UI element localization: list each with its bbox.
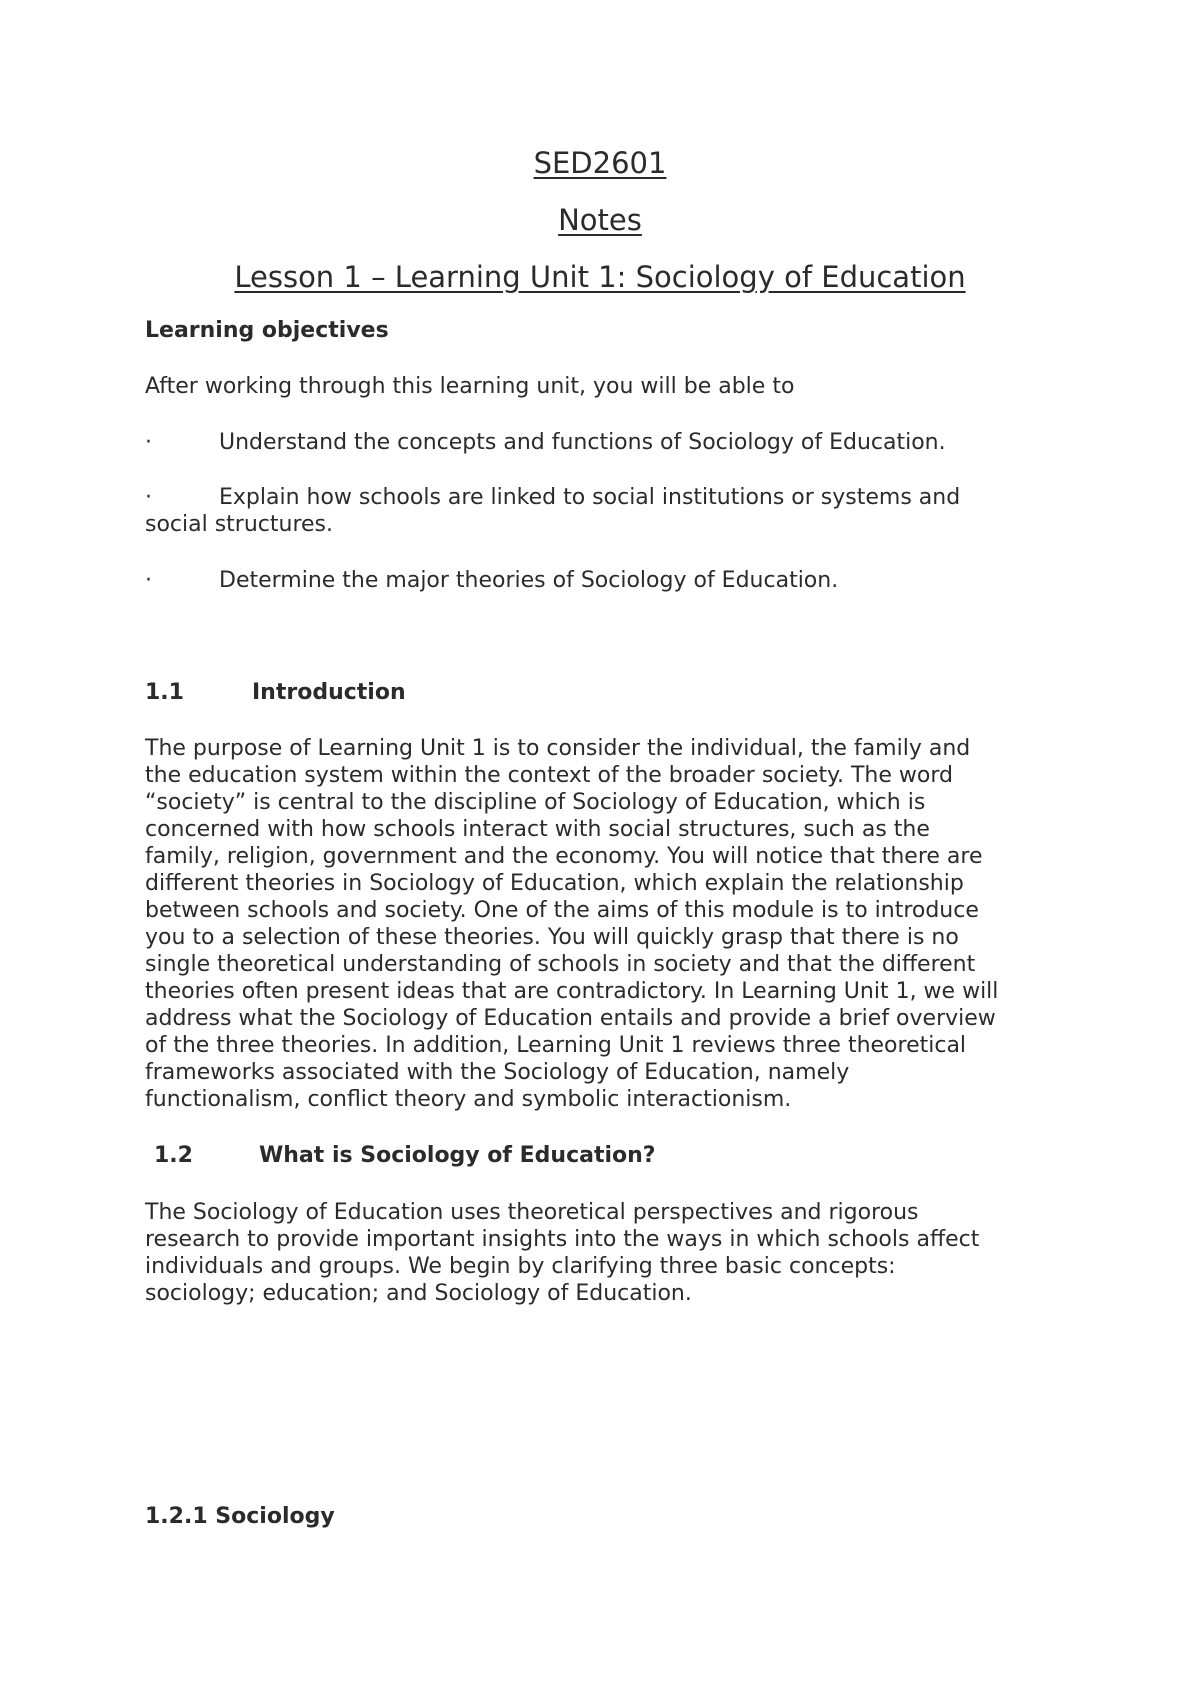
objective-text: Understand the concepts and functions of Sociology of Education. — [219, 430, 946, 455]
bullet-marker: · — [145, 568, 152, 593]
bullet-marker: · — [145, 485, 152, 510]
paragraph-line: theories often present ideas that are contradictory. In Learning Unit 1, we will — [145, 979, 999, 1004]
paragraph-line: you to a selection of these theories. You will quickly grasp that there is no — [145, 925, 959, 950]
paragraph-line: individuals and groups. We begin by clarifying three basic concepts: — [145, 1254, 896, 1279]
sociology-of-education-paragraph — [145, 1199, 1065, 1307]
paragraph-line: frameworks associated with the Sociology of Education, namely — [145, 1060, 850, 1085]
objective-text: Explain how schools are linked to social institutions or systems and — [219, 485, 961, 510]
section-title: What is Sociology of Education? — [259, 1143, 656, 1168]
bullet-marker: · — [145, 430, 152, 455]
paragraph-line: The Sociology of Education uses theoretical perspectives and rigorous — [145, 1200, 919, 1225]
paragraph-line: between schools and society. One of the aims of this module is to introduce — [145, 898, 979, 923]
section-1-1-heading — [145, 680, 406, 705]
objective-bullet-2-continuation: social structures. — [145, 512, 334, 537]
paragraph-line: The purpose of Learning Unit 1 is to consider the individual, the family and — [145, 736, 971, 761]
objective-text: Determine the major theories of Sociology of Education. — [219, 568, 839, 593]
paragraph-line: sociology; education; and Sociology of Education. — [145, 1281, 692, 1306]
section-title: Introduction — [252, 680, 406, 705]
section-1-2-1-heading: 1.2.1 Sociology — [145, 1504, 335, 1529]
learning-objectives-heading: Learning objectives — [145, 318, 389, 343]
section-number: 1.2 — [154, 1143, 193, 1168]
objective-bullet-2 — [145, 484, 960, 511]
paragraph-line: different theories in Sociology of Education, which explain the relationship — [145, 871, 964, 896]
section-1-2-heading — [154, 1143, 656, 1168]
paragraph-line: of the three theories. In addition, Learning Unit 1 reviews three theoretical — [145, 1033, 967, 1058]
paragraph-line: the education system within the context of the broader society. The word — [145, 763, 953, 788]
course-code-title: SED2601 — [533, 146, 667, 180]
lesson-title: Lesson 1 – Learning Unit 1: Sociology of Education — [234, 260, 966, 294]
paragraph-line: functionalism, conflict theory and symbolic interactionism. — [145, 1087, 792, 1112]
objective-bullet-3 — [145, 567, 838, 594]
objectives-intro: After working through this learning unit, you will be able to — [145, 374, 795, 399]
paragraph-line: address what the Sociology of Education entails and provide a brief overview — [145, 1006, 996, 1031]
notes-title: Notes — [558, 203, 642, 237]
paragraph-line: research to provide important insights into the ways in which schools affect — [145, 1227, 980, 1252]
objective-bullet-1 — [145, 429, 946, 456]
paragraph-line: family, religion, government and the economy. You will notice that there are — [145, 844, 983, 869]
paragraph-line: concerned with how schools interact with social structures, such as the — [145, 817, 930, 842]
paragraph-line: single theoretical understanding of schools in society and that the different — [145, 952, 976, 977]
introduction-paragraph — [145, 735, 1065, 1113]
paragraph-line: “society” is central to the discipline of Sociology of Education, which is — [145, 790, 926, 815]
section-number: 1.1 — [145, 680, 184, 705]
